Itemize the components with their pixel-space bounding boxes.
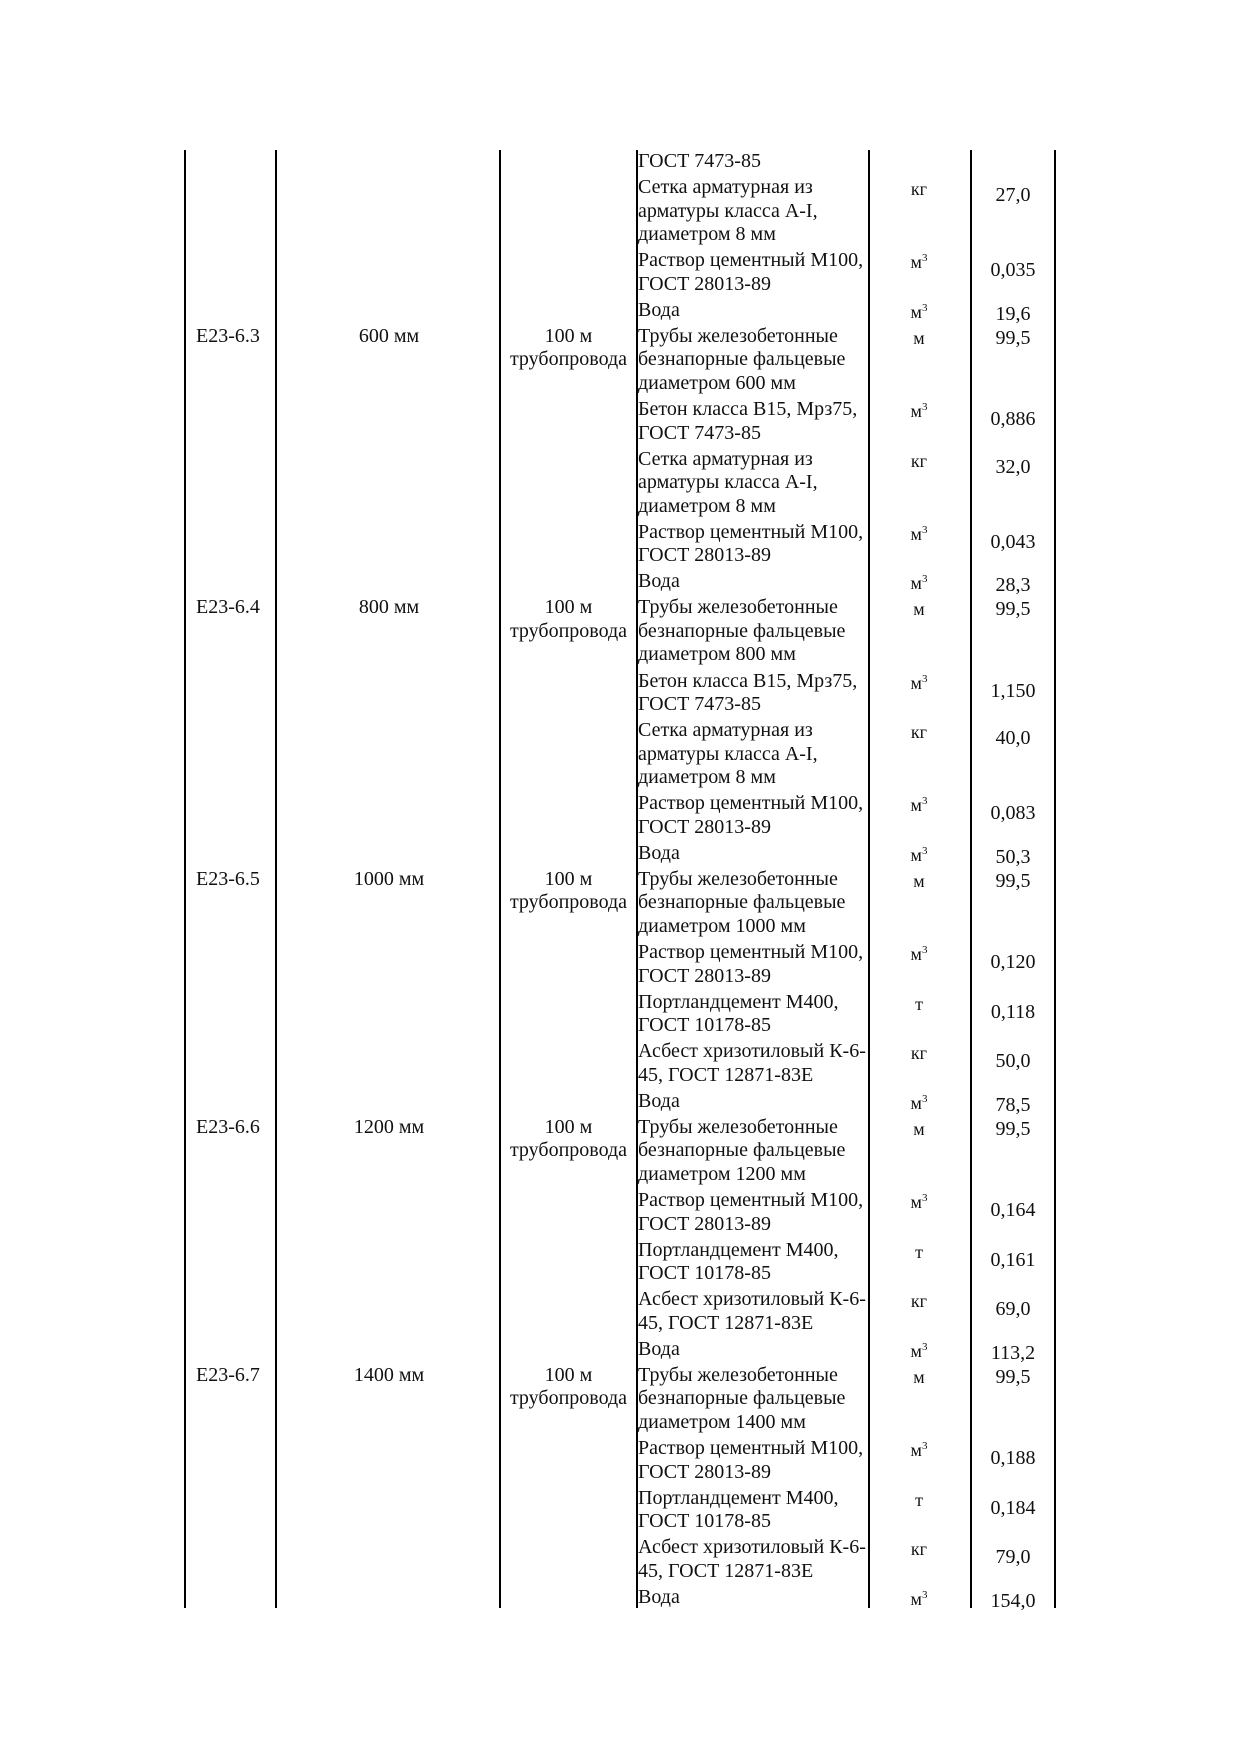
resource-name-line: Раствор цементный М100,	[638, 1437, 864, 1459]
resource-unit-text: м	[913, 1366, 925, 1387]
resource-name-line: диаметром 1000 мм	[638, 914, 806, 937]
resource-name	[638, 249, 868, 296]
resource-unit	[868, 1191, 970, 1215]
resource-name-line: диаметром 800 мм	[638, 643, 796, 666]
resource-unit	[868, 1340, 970, 1364]
resource-unit	[868, 301, 970, 325]
resource-name	[638, 868, 868, 939]
resource-quantity-text: 0,083	[990, 802, 1036, 825]
unit-exponent: 3	[921, 944, 928, 956]
resource-name	[638, 1437, 868, 1484]
resource-unit	[868, 943, 970, 967]
resource-unit	[868, 572, 970, 596]
resource-quantity-text: 0,043	[990, 530, 1036, 553]
measure-unit	[501, 1116, 636, 1163]
measure-unit-line: трубопровода	[509, 619, 628, 642]
resource-quantity-text: 27,0	[995, 184, 1031, 207]
resource-name-line: 45, ГОСТ 12871-83Е	[638, 1559, 814, 1582]
resource-name	[638, 299, 868, 323]
resource-quantity-text: 0,184	[990, 1496, 1036, 1519]
resource-name	[638, 842, 868, 866]
work-code-text: Е23-6.4	[196, 596, 260, 619]
resource-quantity	[972, 802, 1054, 826]
resource-unit-text: м	[910, 844, 922, 865]
resource-unit	[868, 870, 970, 894]
resource-unit-text: м	[910, 1192, 922, 1212]
resource-quantity-text: 19,6	[995, 302, 1031, 325]
resource-name-line: Трубы железобетонные	[638, 324, 838, 347]
resource-name-line: диаметром 1400 мм	[638, 1410, 806, 1433]
resource-unit	[868, 1092, 970, 1116]
resource-unit-text: м	[910, 301, 922, 322]
resource-name-line: Раствор цементный М100,	[638, 792, 864, 815]
unit-exponent: 3	[921, 795, 928, 808]
resource-quantity	[972, 727, 1054, 751]
resource-name-line: Вода	[638, 1089, 680, 1112]
resource-name-line: ГОСТ 28013-89	[638, 964, 771, 987]
resource-unit-text: м	[910, 252, 922, 273]
pipe-diameter	[277, 1364, 501, 1388]
resource-unit	[868, 178, 970, 202]
resource-name	[638, 521, 868, 568]
resource-name-line: Раствор цементный М100,	[638, 249, 864, 272]
resource-quantity	[972, 680, 1054, 704]
resource-name-line: арматуры класса А-I,	[638, 742, 818, 765]
resource-unit	[868, 251, 970, 275]
unit-exponent: 3	[921, 252, 928, 265]
resource-quantity	[972, 1546, 1054, 1570]
resource-name	[638, 1364, 868, 1435]
resource-name-line: ГОСТ 28013-89	[638, 544, 771, 567]
resource-name-line: Раствор цементный М100,	[638, 1189, 864, 1211]
resource-name-line: ГОСТ 10178-85	[638, 1014, 771, 1037]
resource-name-line: арматуры класса А-I,	[638, 471, 818, 494]
resource-name-line: Трубы железобетонные	[638, 1115, 838, 1138]
resource-unit-text: м	[910, 1440, 922, 1460]
resource-name-line: Раствор цементный М100,	[638, 941, 864, 963]
measure-unit-line: 100 м	[544, 1115, 593, 1138]
resource-name-line: ГОСТ 7473-85	[638, 150, 761, 172]
resource-quantity-text: 28,3	[995, 574, 1031, 597]
pipe-diameter	[277, 868, 501, 892]
resource-name-line: диаметром 8 мм	[638, 494, 776, 517]
resource-name	[638, 792, 868, 839]
resource-name-line: Портландцемент М400,	[638, 1486, 839, 1509]
work-code	[196, 596, 276, 620]
measure-unit-line: трубопровода	[509, 891, 628, 914]
resource-quantity-text: 0,164	[990, 1199, 1036, 1221]
resource-unit	[868, 1241, 970, 1265]
measure-unit	[501, 325, 636, 372]
pipe-diameter-text: 1200 мм	[353, 1115, 425, 1138]
pipe-diameter	[277, 325, 501, 349]
resource-unit	[868, 1439, 970, 1463]
work-code	[196, 325, 276, 349]
resource-quantity-text: 78,5	[995, 1093, 1031, 1116]
resource-quantity	[972, 1050, 1054, 1074]
work-code-text: Е23-6.7	[196, 1363, 260, 1386]
resource-unit	[868, 1366, 970, 1390]
resource-name	[638, 448, 868, 519]
resource-unit-text: м	[910, 672, 922, 693]
resource-name	[638, 150, 868, 174]
resource-name-line: Трубы железобетонные	[638, 596, 838, 619]
resource-name-line: Портландцемент М400,	[638, 1238, 839, 1261]
measure-unit-line: трубопровода	[509, 1139, 628, 1162]
unit-exponent: 3	[921, 672, 928, 685]
resource-unit	[868, 400, 970, 424]
resource-quantity	[972, 1118, 1054, 1142]
resource-name	[638, 1189, 868, 1236]
resource-quantity	[972, 408, 1054, 432]
resource-quantity-text: 1,150	[990, 679, 1036, 702]
resource-table	[184, 150, 1056, 1612]
unit-exponent: 3	[921, 1340, 928, 1353]
resource-name	[638, 596, 868, 667]
resource-unit-text: кг	[910, 1043, 928, 1064]
resource-quantity-text: 79,0	[995, 1546, 1031, 1569]
resource-unit-text: м	[913, 870, 925, 891]
unit-exponent: 3	[921, 1092, 928, 1105]
resource-name-line: ГОСТ 10178-85	[638, 1510, 771, 1533]
resource-name-line: безнапорные фальцевые	[638, 1139, 846, 1162]
resource-unit-text: кг	[910, 722, 928, 743]
resource-name-line: Вода	[638, 570, 680, 593]
resource-quantity-text: 99,5	[995, 1365, 1031, 1388]
resource-unit-text: т	[915, 1489, 923, 1510]
resource-quantity-text: 154,0	[990, 1589, 1036, 1612]
resource-quantity	[972, 456, 1054, 480]
pipe-diameter-text: 1000 мм	[353, 867, 425, 890]
resource-quantity-text: 0,118	[990, 1000, 1036, 1023]
resource-unit-text: кг	[910, 450, 928, 471]
resource-unit	[868, 1489, 970, 1513]
resource-name-line: 45, ГОСТ 12871-83Е	[638, 1311, 814, 1334]
measure-unit-line: 100 м	[544, 596, 593, 619]
resource-quantity-text: 0,120	[990, 951, 1036, 973]
pipe-diameter	[277, 596, 501, 620]
resource-unit	[868, 450, 970, 474]
resource-name	[638, 991, 868, 1038]
pipe-diameter-text: 600 мм	[358, 324, 420, 347]
resource-unit	[868, 672, 970, 696]
resource-name-line: ГОСТ 7473-85	[638, 421, 761, 444]
resource-quantity	[972, 1249, 1054, 1273]
unit-exponent: 3	[921, 573, 928, 586]
resource-unit	[868, 327, 970, 351]
resource-name-line: Асбест хризотиловый К-6-	[638, 1040, 866, 1063]
resource-unit-text: м	[913, 599, 925, 620]
resource-quantity	[972, 1001, 1054, 1025]
measure-unit-line: трубопровода	[509, 348, 628, 371]
unit-exponent: 3	[921, 1588, 928, 1601]
resource-quantity	[972, 870, 1054, 894]
resource-quantity	[972, 846, 1054, 870]
resource-name-line: диаметром 600 мм	[638, 371, 796, 394]
resource-quantity-text: 113,2	[990, 1341, 1036, 1364]
resource-name	[638, 325, 868, 396]
resource-name	[638, 670, 868, 717]
resource-name	[638, 176, 868, 247]
resource-unit-text: м	[913, 327, 925, 348]
resource-unit-text: кг	[910, 1291, 928, 1312]
resource-quantity	[972, 1199, 1054, 1223]
resource-unit-text: т	[915, 993, 923, 1014]
resource-unit-text: м	[910, 573, 922, 594]
resource-unit-text: м	[910, 523, 922, 544]
resource-unit-text: кг	[910, 1539, 928, 1560]
resource-name	[638, 1288, 868, 1335]
resource-name-line: ГОСТ 10178-85	[638, 1262, 771, 1285]
resource-unit-text: м	[910, 1588, 922, 1609]
resource-unit	[868, 1290, 970, 1314]
resource-unit	[868, 598, 970, 622]
resource-name-line: ГОСТ 28013-89	[638, 1460, 771, 1483]
resource-name-line: Асбест хризотиловый К-6-	[638, 1288, 866, 1311]
resource-quantity-text: 99,5	[995, 598, 1031, 621]
resource-unit-text: м	[910, 944, 922, 964]
resource-name	[638, 941, 868, 988]
resource-name-line: арматуры класса А-I,	[638, 199, 818, 222]
resource-name	[638, 1536, 868, 1583]
resource-quantity	[972, 1342, 1054, 1366]
resource-name-line: безнапорные фальцевые	[638, 891, 846, 914]
resource-name-line: диаметром 8 мм	[638, 223, 776, 246]
resource-quantity	[972, 1094, 1054, 1118]
resource-quantity	[972, 598, 1054, 622]
unit-exponent: 3	[921, 844, 928, 857]
resource-quantity	[972, 1590, 1054, 1614]
resource-unit-text: кг	[910, 179, 928, 200]
resource-quantity	[972, 327, 1054, 351]
work-code	[196, 1364, 276, 1388]
resource-name	[638, 1239, 868, 1286]
resource-quantity-text: 69,0	[995, 1298, 1031, 1321]
pipe-diameter	[277, 1116, 501, 1140]
resource-quantity	[972, 1298, 1054, 1322]
resource-name	[638, 570, 868, 594]
resource-name-line: Вода	[638, 298, 680, 321]
resource-name-line: безнапорные фальцевые	[638, 1387, 846, 1410]
resource-quantity	[972, 1366, 1054, 1390]
resource-name-line: Сетка арматурная из	[638, 719, 813, 742]
resource-quantity-text: 99,5	[995, 1117, 1031, 1140]
work-code-text: Е23-6.5	[196, 867, 260, 890]
resource-name-line: 45, ГОСТ 12871-83Е	[638, 1063, 814, 1086]
resource-name-line: Вода	[638, 1585, 680, 1608]
resource-quantity-text: 0,161	[990, 1248, 1036, 1271]
resource-quantity-text: 40,0	[995, 727, 1031, 750]
resource-unit	[868, 721, 970, 745]
measure-unit-line: 100 м	[544, 324, 593, 347]
resource-name-line: Трубы железобетонные	[638, 867, 838, 890]
resource-quantity-text: 0,035	[990, 259, 1036, 282]
resource-unit-text: м	[910, 1340, 922, 1361]
column-border	[184, 150, 186, 1608]
resource-quantity	[972, 951, 1054, 975]
resource-name-line: Асбест хризотиловый К-6-	[638, 1536, 866, 1559]
resource-name	[638, 398, 868, 445]
resource-unit	[868, 844, 970, 868]
resource-quantity-text: 99,5	[995, 326, 1031, 349]
unit-exponent: 3	[921, 523, 928, 536]
work-code	[196, 1116, 276, 1140]
resource-unit	[868, 794, 970, 818]
measure-unit	[501, 1364, 636, 1411]
resource-quantity-text: 50,3	[995, 845, 1031, 868]
measure-unit	[501, 868, 636, 915]
resource-quantity	[972, 303, 1054, 327]
resource-quantity	[972, 1497, 1054, 1521]
resource-quantity	[972, 531, 1054, 555]
resource-quantity-text: 32,0	[995, 455, 1031, 478]
resource-name	[638, 719, 868, 790]
resource-name-line: ГОСТ 7473-85	[638, 693, 761, 715]
pipe-diameter-text: 800 мм	[358, 596, 420, 619]
resource-quantity-text: 99,5	[995, 869, 1031, 892]
resource-name	[638, 1338, 868, 1362]
resource-quantity-text: 0,188	[990, 1447, 1036, 1469]
unit-exponent: 3	[921, 1192, 928, 1204]
resource-unit	[868, 1042, 970, 1066]
work-code-text: Е23-6.6	[196, 1115, 260, 1138]
resource-name-line: Бетон класса В15, Мрз75,	[638, 398, 858, 420]
measure-unit-line: 100 м	[544, 1363, 593, 1386]
resource-name	[638, 1586, 868, 1610]
resource-name-line: Вода	[638, 841, 680, 864]
resource-unit-text: м	[910, 795, 922, 816]
resource-name-line: Трубы железобетонные	[638, 1363, 838, 1386]
resource-name-line: ГОСТ 28013-89	[638, 1212, 771, 1235]
resource-unit-text: м	[910, 1092, 922, 1113]
resource-name	[638, 1487, 868, 1534]
resource-quantity-text: 50,0	[995, 1050, 1031, 1073]
resource-name-line: Сетка арматурная из	[638, 447, 813, 470]
resource-name-line: диаметром 1200 мм	[638, 1162, 806, 1185]
resource-name	[638, 1040, 868, 1087]
unit-exponent: 3	[921, 1440, 928, 1452]
resource-name	[638, 1116, 868, 1187]
unit-exponent: 3	[921, 401, 928, 413]
resource-name-line: безнапорные фальцевые	[638, 619, 846, 642]
resource-name-line: диаметром 8 мм	[638, 766, 776, 789]
resource-name-line: ГОСТ 28013-89	[638, 272, 771, 295]
resource-name-line: Портландцемент М400,	[638, 990, 839, 1013]
resource-name-line: ГОСТ 28013-89	[638, 815, 771, 838]
resource-unit-text: м	[910, 401, 922, 421]
resource-unit	[868, 1538, 970, 1562]
resource-name-line: Раствор цементный М100,	[638, 520, 864, 543]
work-code	[196, 868, 276, 892]
measure-unit-line: трубопровода	[509, 1387, 628, 1410]
resource-name-line: Бетон класса В15, Мрз75,	[638, 669, 858, 692]
resource-quantity	[972, 184, 1054, 208]
resource-unit	[868, 993, 970, 1017]
resource-quantity	[972, 574, 1054, 598]
resource-quantity	[972, 1447, 1054, 1471]
column-border	[1054, 150, 1056, 1608]
resource-name	[638, 1090, 868, 1114]
resource-name-line: безнапорные фальцевые	[638, 348, 846, 371]
resource-quantity	[972, 259, 1054, 283]
resource-unit-text: т	[915, 1241, 923, 1262]
resource-unit	[868, 523, 970, 547]
resource-unit-text: м	[913, 1118, 925, 1139]
resource-name-line: Вода	[638, 1337, 680, 1360]
resource-quantity-text: 0,886	[990, 408, 1036, 430]
pipe-diameter-text: 1400 мм	[353, 1363, 425, 1386]
unit-exponent: 3	[921, 301, 928, 314]
work-code-text: Е23-6.3	[196, 324, 260, 347]
measure-unit-line: 100 м	[544, 867, 593, 890]
resource-name-line: Сетка арматурная из	[638, 176, 813, 199]
resource-unit	[868, 1588, 970, 1612]
measure-unit	[501, 596, 636, 643]
resource-unit	[868, 1118, 970, 1142]
